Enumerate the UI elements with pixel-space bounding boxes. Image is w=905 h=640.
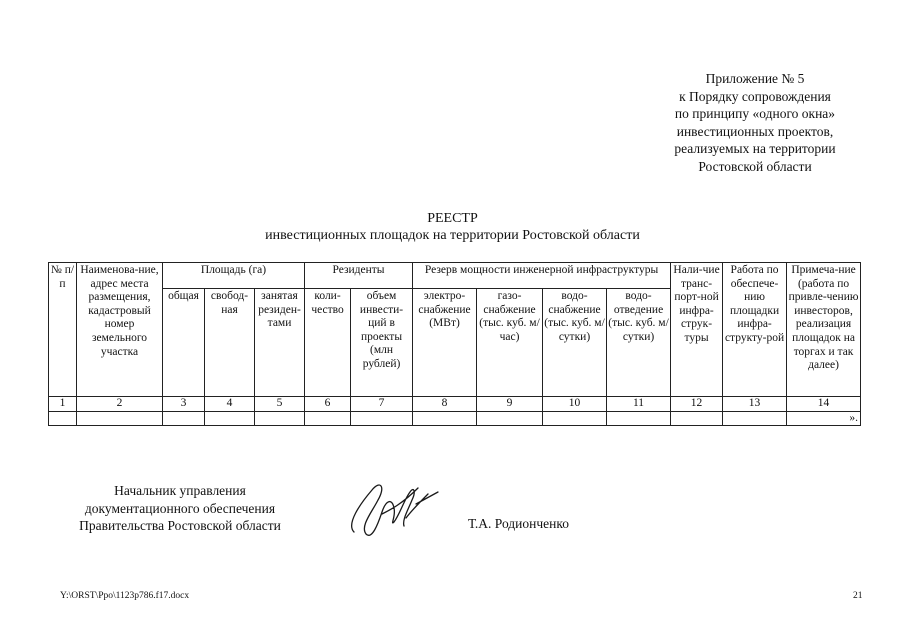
appendix-line: Приложение № 5 — [705, 71, 805, 86]
header-reserve-group: Резерв мощности инженерной инфраструктуры — [413, 263, 671, 289]
signer-position-line: Правительства Ростовской области — [79, 518, 281, 533]
column-number: 5 — [255, 397, 305, 412]
appendix-line: к Порядку сопровождения — [679, 88, 831, 104]
column-number: 2 — [77, 397, 163, 412]
header-area-group: Площадь (га) — [163, 263, 305, 289]
column-number: 9 — [477, 397, 543, 412]
title-main: РЕЕСТР — [427, 211, 478, 226]
title-sub: инвестиционных площадок на территории Ростовской области — [265, 228, 640, 243]
column-number: 7 — [351, 397, 413, 412]
handwritten-signature — [342, 470, 442, 550]
column-number: 6 — [305, 397, 351, 412]
header-reserve-sewage: водо-отведение (тыс. куб. м/сутки) — [607, 289, 671, 397]
column-number: 14 — [787, 397, 861, 412]
column-number: 12 — [671, 397, 723, 412]
signer-position — [60, 482, 300, 535]
column-number: 8 — [413, 397, 477, 412]
document-title — [0, 210, 905, 244]
column-number-row — [49, 397, 861, 412]
signer-position-line: документационного обеспечения — [84, 500, 276, 516]
column-number: 1 — [49, 397, 77, 412]
header-residents-group: Резиденты — [305, 263, 413, 289]
header-name: Наименова-ние, адрес места размещения, кадастровый номер земельного участка — [77, 263, 163, 397]
header-work: Работа по обеспече-нию площадки инфра-структу-рой — [723, 263, 787, 397]
column-number: 13 — [723, 397, 787, 412]
page-number: 21 — [853, 591, 863, 601]
header-note: Примеча-ние (работа по привле-чению инвесторов, реализация площадок на торгах и так далее) — [787, 263, 861, 397]
header-area-free: свобод-ная — [205, 289, 255, 397]
column-number: 3 — [163, 397, 205, 412]
header-reserve-gas: газо-снабжение (тыс. куб. м/час) — [477, 289, 543, 397]
header-reserve-power: электро-снабжение (МВт) — [413, 289, 477, 397]
header-residents-volume: объем инвести-ций в проекты (млн рублей) — [351, 289, 413, 397]
header-area-total: общая — [163, 289, 205, 397]
header-reserve-water: водо-снабжение (тыс. куб. м/сутки) — [543, 289, 607, 397]
signer-name: Т.А. Родионченко — [468, 516, 569, 531]
appendix-line: Ростовской области — [698, 158, 812, 174]
header-num: № п/п — [49, 263, 77, 397]
appendix-line: инвестиционных проектов, — [676, 123, 834, 139]
appendix-block — [640, 70, 870, 175]
empty-data-row — [49, 411, 861, 426]
appendix-line: по принципу «одного окна» — [674, 106, 836, 121]
signer-position-line: Начальник управления — [114, 483, 246, 498]
appendix-line: реализуемых на территории — [674, 141, 836, 156]
footer-file-path: Y:\ORST\Ppo\1123p786.f17.docx — [60, 591, 190, 601]
closing-mark: ». — [787, 411, 861, 426]
column-number: 4 — [205, 397, 255, 412]
registry-table — [48, 262, 861, 426]
header-residents-count: коли-чество — [305, 289, 351, 397]
column-number: 11 — [607, 397, 671, 412]
header-transport: Нали-чие транс-порт-ной инфра-струк-туры — [671, 263, 723, 397]
header-area-occupied: занятая резиден-тами — [255, 289, 305, 397]
column-number: 10 — [543, 397, 607, 412]
